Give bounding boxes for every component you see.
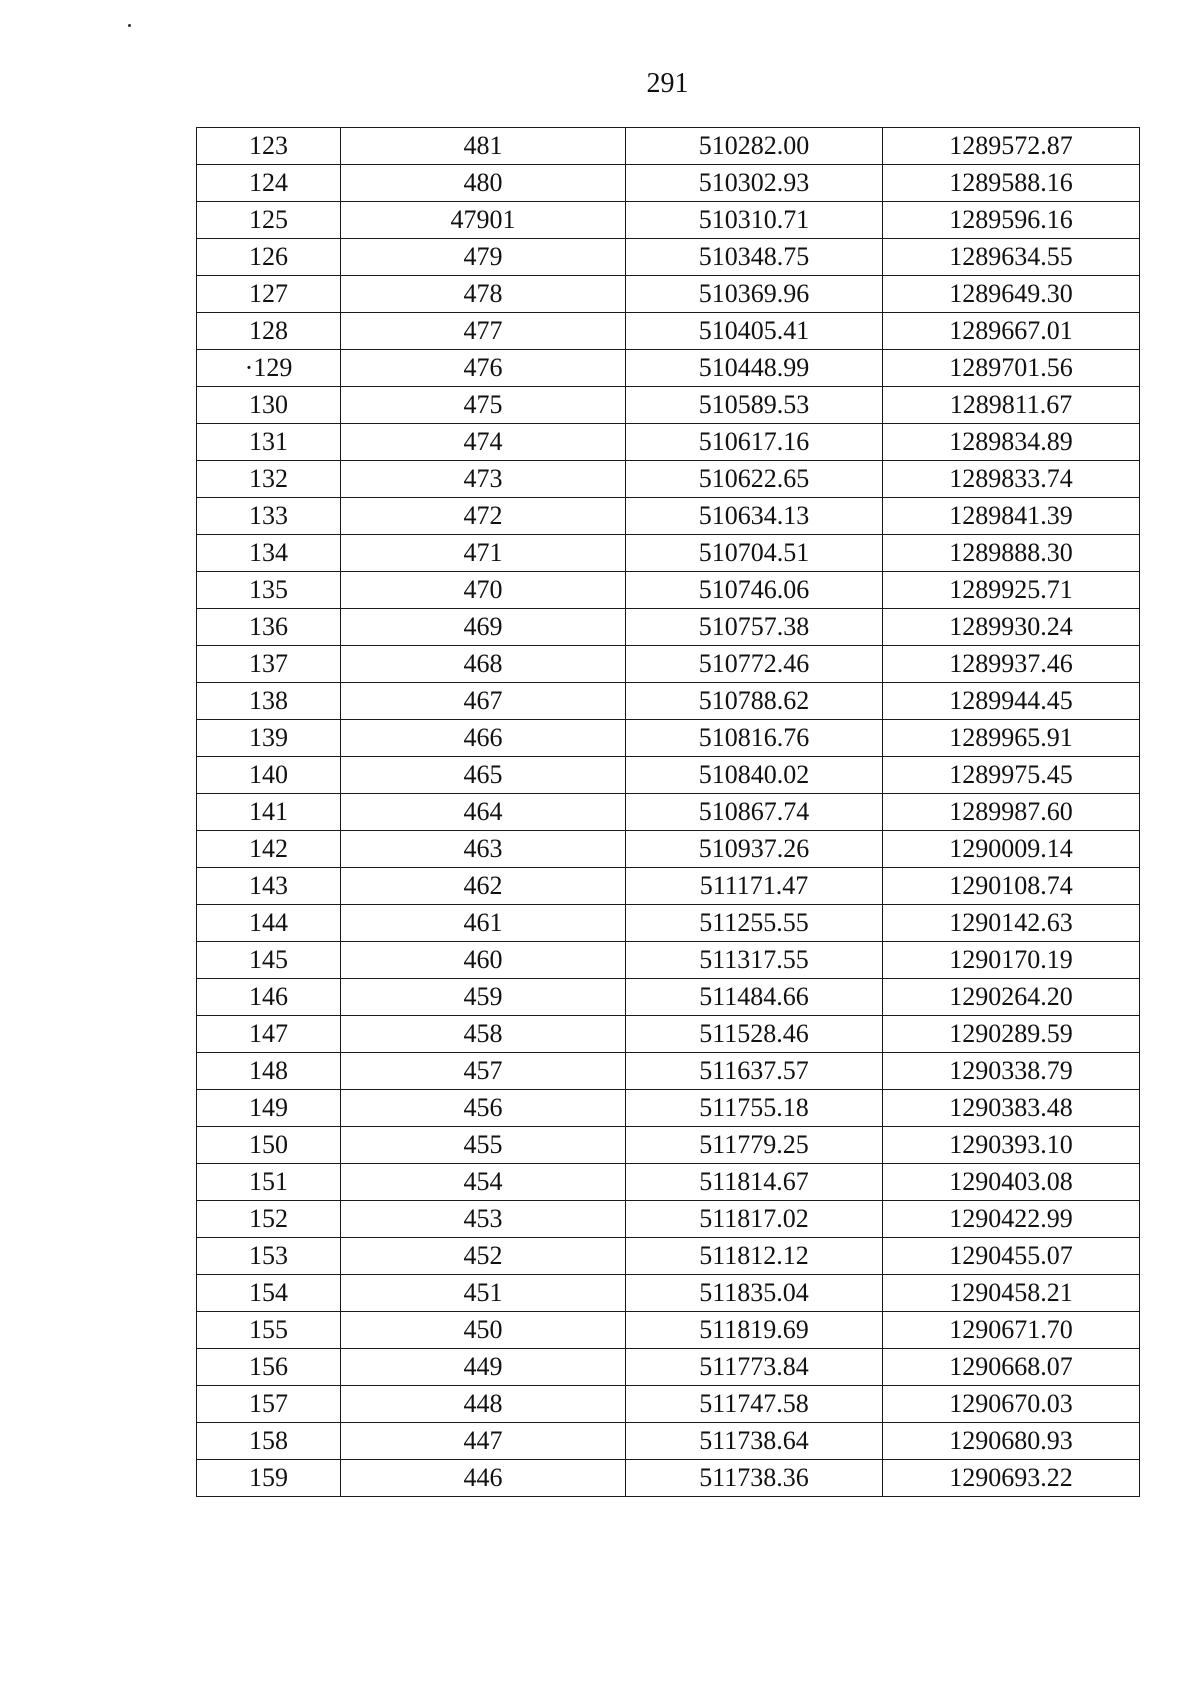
row-number-cell: 147 (197, 1016, 341, 1053)
y-coordinate-cell: 1290455.07 (883, 1238, 1140, 1275)
y-coordinate-cell: 1289987.60 (883, 794, 1140, 831)
y-coordinate-cell: 1289649.30 (883, 276, 1140, 313)
point-id-cell: 473 (341, 461, 626, 498)
point-id-cell: 446 (341, 1460, 626, 1497)
x-coordinate-cell: 510448.99 (626, 350, 883, 387)
row-number-cell: 143 (197, 868, 341, 905)
point-id-cell: 464 (341, 794, 626, 831)
point-id-cell: 475 (341, 387, 626, 424)
x-coordinate-cell: 510369.96 (626, 276, 883, 313)
y-coordinate-cell: 1290383.48 (883, 1090, 1140, 1127)
point-id-cell: 472 (341, 498, 626, 535)
x-coordinate-cell: 511747.58 (626, 1386, 883, 1423)
table-row (197, 239, 1140, 276)
x-coordinate-cell: 511637.57 (626, 1053, 883, 1090)
point-id-cell: 458 (341, 1016, 626, 1053)
point-id-cell: 474 (341, 424, 626, 461)
y-coordinate-cell: 1290422.99 (883, 1201, 1140, 1238)
x-coordinate-cell: 511738.64 (626, 1423, 883, 1460)
table-row (197, 905, 1140, 942)
x-coordinate-cell: 511819.69 (626, 1312, 883, 1349)
y-coordinate-cell: 1290142.63 (883, 905, 1140, 942)
x-coordinate-cell: 510302.93 (626, 165, 883, 202)
y-coordinate-cell: 1290338.79 (883, 1053, 1140, 1090)
point-id-cell: 469 (341, 609, 626, 646)
row-number-cell: 157 (197, 1386, 341, 1423)
x-coordinate-cell: 510937.26 (626, 831, 883, 868)
y-coordinate-cell: 1289596.16 (883, 202, 1140, 239)
y-coordinate-cell: 1290393.10 (883, 1127, 1140, 1164)
point-id-cell: 467 (341, 683, 626, 720)
x-coordinate-cell: 511484.66 (626, 979, 883, 1016)
row-number-cell: 151 (197, 1164, 341, 1201)
table-row (197, 1201, 1140, 1238)
y-coordinate-cell: 1289701.56 (883, 350, 1140, 387)
y-coordinate-cell: 1290680.93 (883, 1423, 1140, 1460)
row-number-cell: 144 (197, 905, 341, 942)
point-id-cell: 452 (341, 1238, 626, 1275)
point-id-cell: 450 (341, 1312, 626, 1349)
y-coordinate-cell: 1289667.01 (883, 313, 1140, 350)
page-number: 291 (646, 68, 689, 99)
row-number-cell: 158 (197, 1423, 341, 1460)
y-coordinate-cell: 1289925.71 (883, 572, 1140, 609)
x-coordinate-cell: 511755.18 (626, 1090, 883, 1127)
table-row (197, 646, 1140, 683)
row-number-cell: 133 (197, 498, 341, 535)
table-row (197, 1238, 1140, 1275)
x-coordinate-cell: 511255.55 (626, 905, 883, 942)
point-id-cell: 456 (341, 1090, 626, 1127)
x-coordinate-cell: 510704.51 (626, 535, 883, 572)
y-coordinate-cell: 1290009.14 (883, 831, 1140, 868)
table-row (197, 572, 1140, 609)
coordinate-table (196, 127, 1140, 1497)
point-id-cell: 478 (341, 276, 626, 313)
table-row (197, 276, 1140, 313)
row-number-cell: 141 (197, 794, 341, 831)
y-coordinate-cell: 1289944.45 (883, 683, 1140, 720)
row-number-cell: 130 (197, 387, 341, 424)
y-coordinate-cell: 1289888.30 (883, 535, 1140, 572)
point-id-cell: 471 (341, 535, 626, 572)
point-id-cell: 449 (341, 1349, 626, 1386)
x-coordinate-cell: 510310.71 (626, 202, 883, 239)
point-id-cell: 448 (341, 1386, 626, 1423)
table-body (197, 128, 1140, 1497)
x-coordinate-cell: 510348.75 (626, 239, 883, 276)
point-id-cell: 462 (341, 868, 626, 905)
row-number-cell: 132 (197, 461, 341, 498)
x-coordinate-cell: 511835.04 (626, 1275, 883, 1312)
x-coordinate-cell: 510405.41 (626, 313, 883, 350)
y-coordinate-cell: 1290671.70 (883, 1312, 1140, 1349)
row-number-cell: 131 (197, 424, 341, 461)
table-row (197, 1312, 1140, 1349)
row-number-cell: 154 (197, 1275, 341, 1312)
table-row (197, 1423, 1140, 1460)
row-number-cell: 155 (197, 1312, 341, 1349)
row-number-cell: 153 (197, 1238, 341, 1275)
y-coordinate-cell: 1290108.74 (883, 868, 1140, 905)
y-coordinate-cell: 1289572.87 (883, 128, 1140, 165)
x-coordinate-cell: 510867.74 (626, 794, 883, 831)
row-number-cell: 152 (197, 1201, 341, 1238)
x-coordinate-cell: 511773.84 (626, 1349, 883, 1386)
row-number-cell: 135 (197, 572, 341, 609)
point-id-cell: 447 (341, 1423, 626, 1460)
table-row (197, 794, 1140, 831)
point-id-cell: 457 (341, 1053, 626, 1090)
point-id-cell: 479 (341, 239, 626, 276)
x-coordinate-cell: 511812.12 (626, 1238, 883, 1275)
row-number-cell: 139 (197, 720, 341, 757)
row-number-cell: 134 (197, 535, 341, 572)
x-coordinate-cell: 510589.53 (626, 387, 883, 424)
x-coordinate-cell: 511171.47 (626, 868, 883, 905)
x-coordinate-cell: 510772.46 (626, 646, 883, 683)
x-coordinate-cell: 510757.38 (626, 609, 883, 646)
y-coordinate-cell: 1290670.03 (883, 1386, 1140, 1423)
table-row (197, 350, 1140, 387)
point-id-cell: 481 (341, 128, 626, 165)
table-row (197, 387, 1140, 424)
x-coordinate-cell: 510746.06 (626, 572, 883, 609)
point-id-cell: 47901 (341, 202, 626, 239)
table-row (197, 868, 1140, 905)
row-number-cell: 149 (197, 1090, 341, 1127)
table-row (197, 424, 1140, 461)
table-row (197, 683, 1140, 720)
row-number-cell: 140 (197, 757, 341, 794)
y-coordinate-cell: 1289811.67 (883, 387, 1140, 424)
row-number-cell: 148 (197, 1053, 341, 1090)
y-coordinate-cell: 1289975.45 (883, 757, 1140, 794)
row-number-cell: 136 (197, 609, 341, 646)
table-row (197, 609, 1140, 646)
x-coordinate-cell: 510634.13 (626, 498, 883, 535)
point-id-cell: 470 (341, 572, 626, 609)
point-id-cell: 459 (341, 979, 626, 1016)
point-id-cell: 468 (341, 646, 626, 683)
y-coordinate-cell: 1289841.39 (883, 498, 1140, 535)
x-coordinate-cell: 510282.00 (626, 128, 883, 165)
table-row (197, 128, 1140, 165)
table-row (197, 1275, 1140, 1312)
y-coordinate-cell: 1290170.19 (883, 942, 1140, 979)
y-coordinate-cell: 1289965.91 (883, 720, 1140, 757)
table-row (197, 1127, 1140, 1164)
point-id-cell: 465 (341, 757, 626, 794)
table-row (197, 498, 1140, 535)
x-coordinate-cell: 511528.46 (626, 1016, 883, 1053)
table-row (197, 1386, 1140, 1423)
table-row (197, 831, 1140, 868)
point-id-cell: 454 (341, 1164, 626, 1201)
table-row (197, 1349, 1140, 1386)
y-coordinate-cell: 1289588.16 (883, 165, 1140, 202)
point-id-cell: 480 (341, 165, 626, 202)
x-coordinate-cell: 510788.62 (626, 683, 883, 720)
x-coordinate-cell: 510816.76 (626, 720, 883, 757)
point-id-cell: 460 (341, 942, 626, 979)
row-number-cell: 156 (197, 1349, 341, 1386)
row-number-cell: 127 (197, 276, 341, 313)
table-row (197, 979, 1140, 1016)
table-row (197, 165, 1140, 202)
row-number-cell: 145 (197, 942, 341, 979)
row-number-cell: 159 (197, 1460, 341, 1497)
point-id-cell: 451 (341, 1275, 626, 1312)
table-row (197, 535, 1140, 572)
x-coordinate-cell: 511317.55 (626, 942, 883, 979)
y-coordinate-cell: 1289634.55 (883, 239, 1140, 276)
x-coordinate-cell: 511779.25 (626, 1127, 883, 1164)
x-coordinate-cell: 510617.16 (626, 424, 883, 461)
y-coordinate-cell: 1290458.21 (883, 1275, 1140, 1312)
table-row (197, 1164, 1140, 1201)
y-coordinate-cell: 1289937.46 (883, 646, 1140, 683)
y-coordinate-cell: 1290289.59 (883, 1016, 1140, 1053)
table-row (197, 1460, 1140, 1497)
y-coordinate-cell: 1290403.08 (883, 1164, 1140, 1201)
x-coordinate-cell: 511817.02 (626, 1201, 883, 1238)
y-coordinate-cell: 1289930.24 (883, 609, 1140, 646)
point-id-cell: 455 (341, 1127, 626, 1164)
point-id-cell: 476 (341, 350, 626, 387)
y-coordinate-cell: 1289834.89 (883, 424, 1140, 461)
row-number-cell: 150 (197, 1127, 341, 1164)
row-number-cell: 146 (197, 979, 341, 1016)
row-number-cell: 137 (197, 646, 341, 683)
y-coordinate-cell: 1289833.74 (883, 461, 1140, 498)
table-row (197, 720, 1140, 757)
row-number-cell: 125 (197, 202, 341, 239)
row-number-cell: 123 (197, 128, 341, 165)
y-coordinate-cell: 1290668.07 (883, 1349, 1140, 1386)
row-number-cell: 124 (197, 165, 341, 202)
scan-speck (128, 24, 131, 27)
row-number-cell: 128 (197, 313, 341, 350)
table-row (197, 1053, 1140, 1090)
row-number-cell: ·129 (197, 350, 341, 387)
point-id-cell: 453 (341, 1201, 626, 1238)
row-number-cell: 138 (197, 683, 341, 720)
x-coordinate-cell: 511814.67 (626, 1164, 883, 1201)
table-row (197, 202, 1140, 239)
table-row (197, 1090, 1140, 1127)
y-coordinate-cell: 1290264.20 (883, 979, 1140, 1016)
y-coordinate-cell: 1290693.22 (883, 1460, 1140, 1497)
point-id-cell: 463 (341, 831, 626, 868)
x-coordinate-cell: 511738.36 (626, 1460, 883, 1497)
table-row (197, 757, 1140, 794)
table-row (197, 461, 1140, 498)
table-row (197, 1016, 1140, 1053)
row-number-cell: 126 (197, 239, 341, 276)
point-id-cell: 466 (341, 720, 626, 757)
x-coordinate-cell: 510840.02 (626, 757, 883, 794)
x-coordinate-cell: 510622.65 (626, 461, 883, 498)
row-number-cell: 142 (197, 831, 341, 868)
table-row (197, 942, 1140, 979)
point-id-cell: 477 (341, 313, 626, 350)
table-row (197, 313, 1140, 350)
point-id-cell: 461 (341, 905, 626, 942)
